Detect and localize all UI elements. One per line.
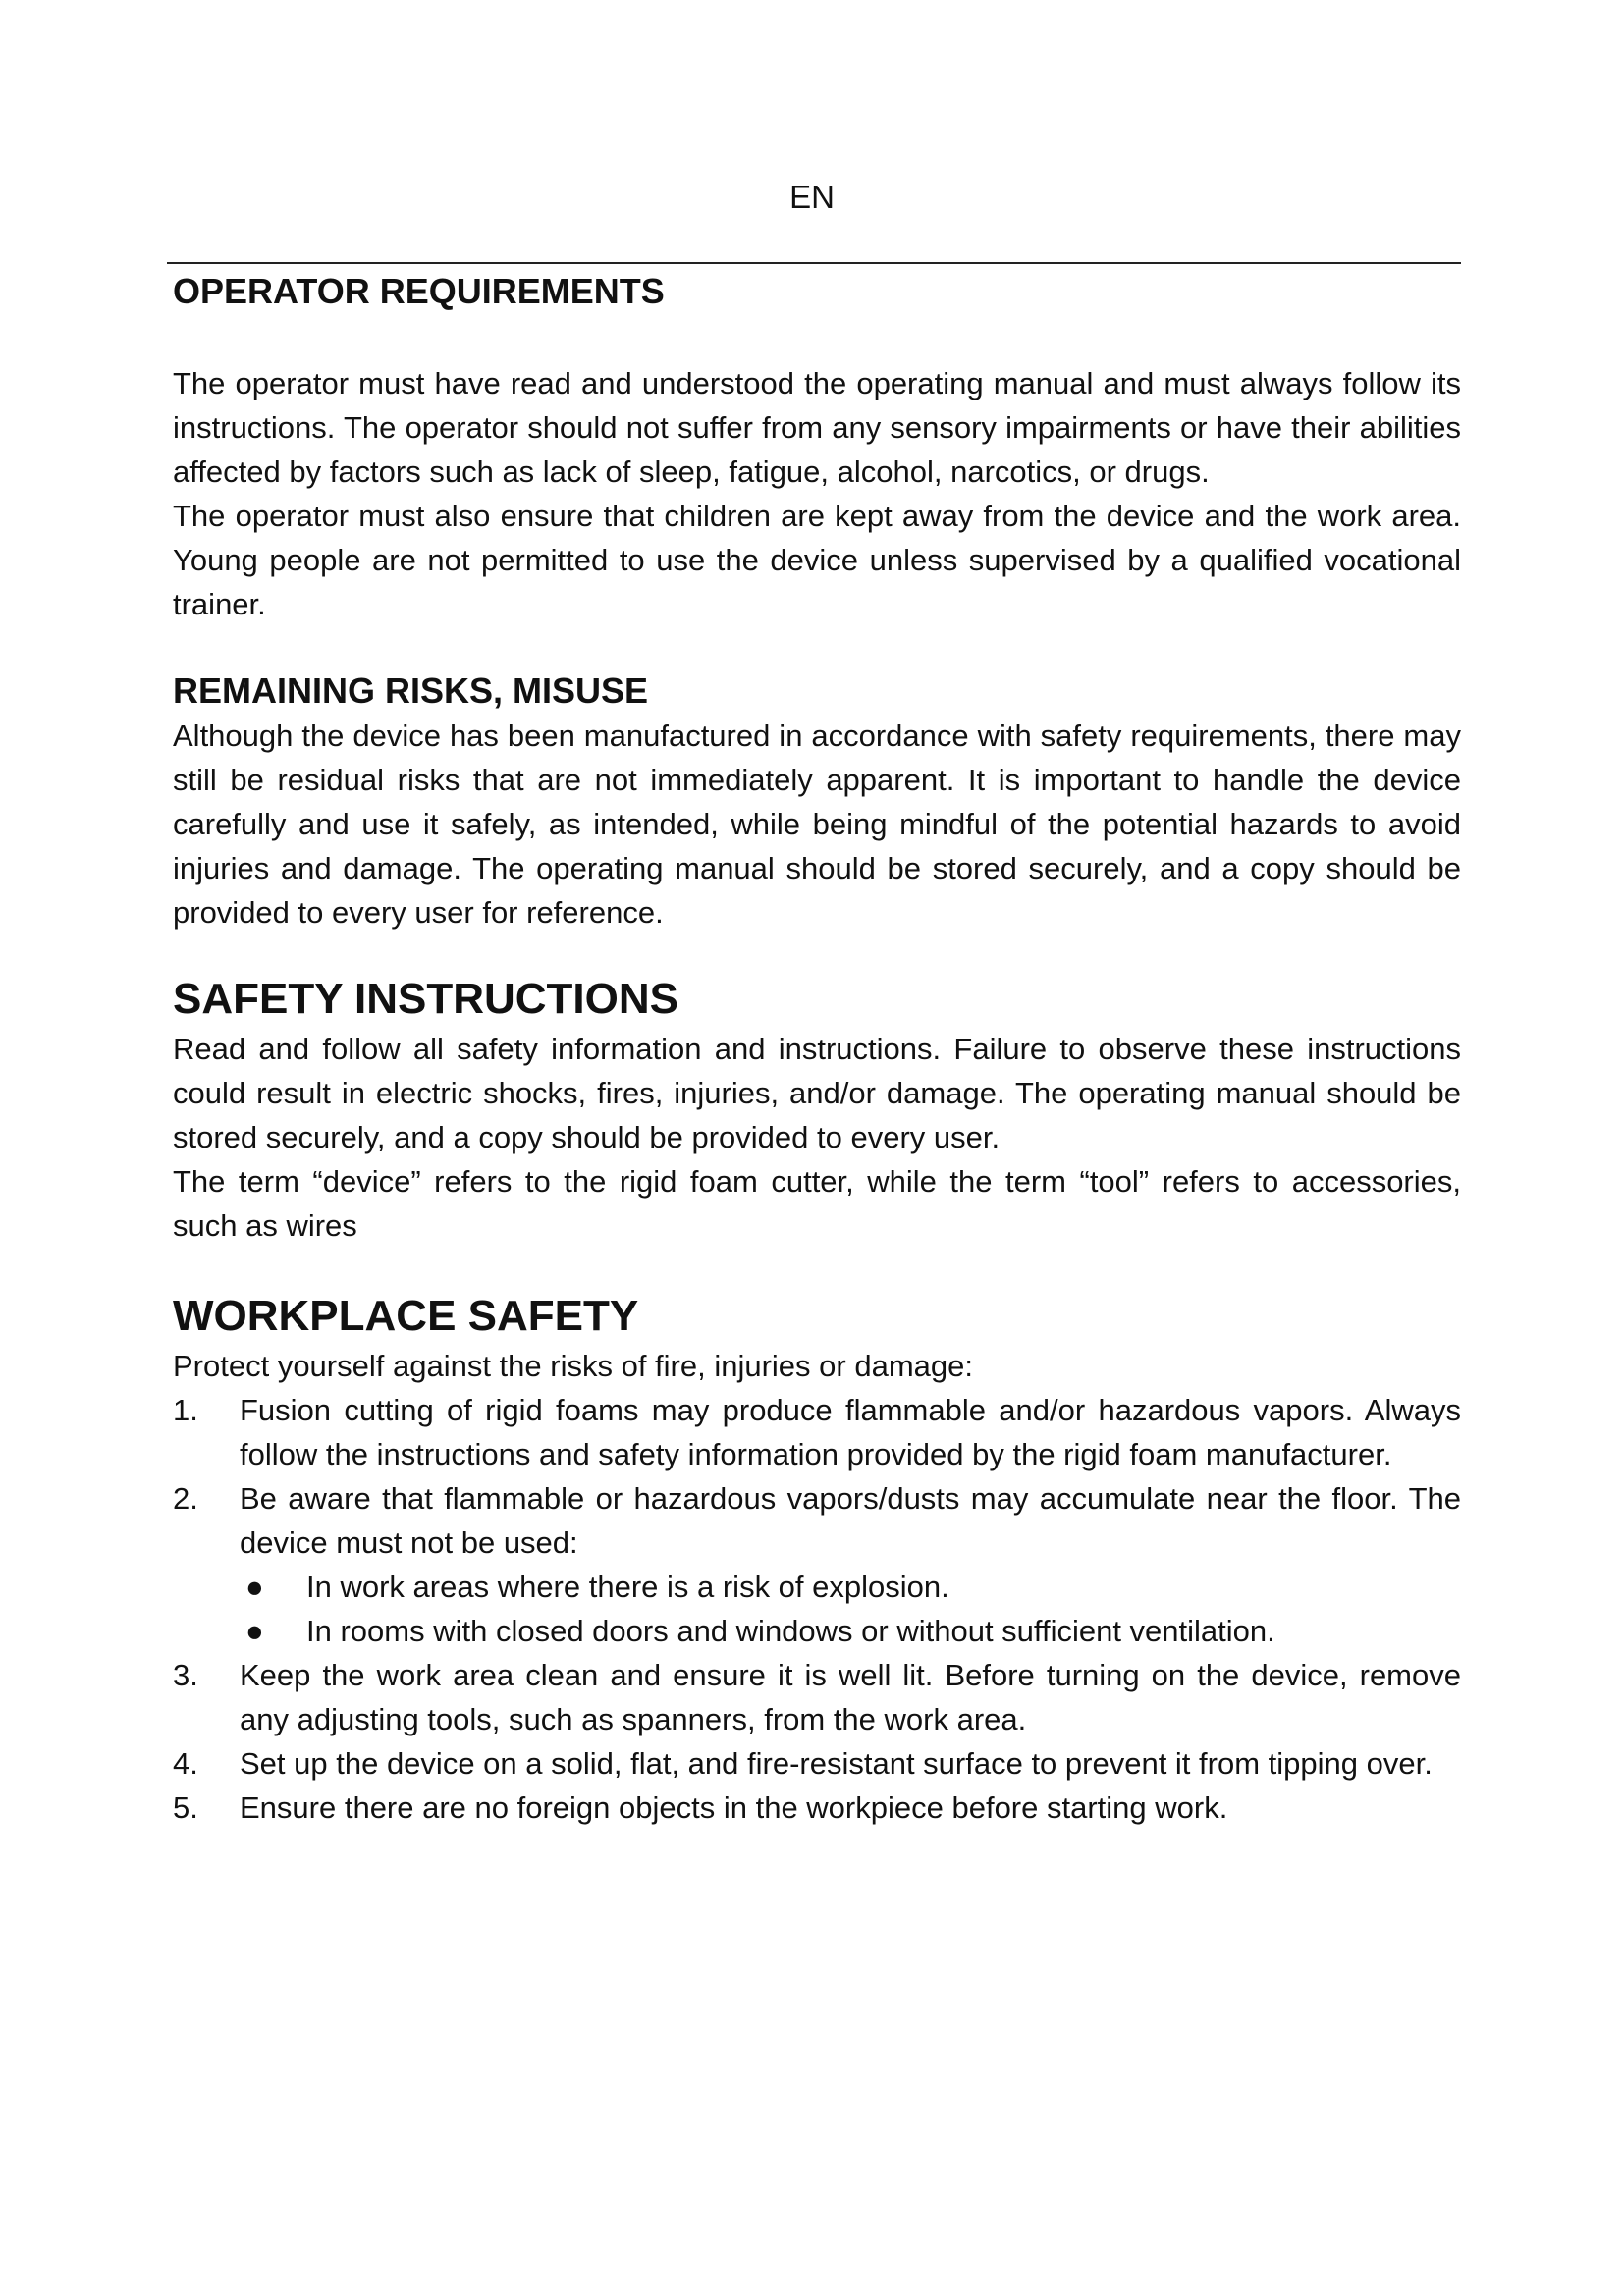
list-item-text: Keep the work area clean and ensure it is well lit. Before turning on the device, remove any adjusting tools, such as spanners, from the work area. [240, 1658, 1461, 1736]
list-item-text: Fusion cutting of rigid foams may produce flammable and/or hazardous vapors. Always follow the instructions and safety information provided by the rigid foam manufacturer. [240, 1393, 1461, 1471]
list-item [173, 1786, 1461, 1830]
list-item-number: 2. [173, 1481, 198, 1516]
list-item-text: Be aware that flammable or hazardous vapors/dusts may accumulate near the floor. The device must not be used: [240, 1481, 1461, 1560]
language-code: EN [789, 179, 835, 215]
operator-paragraph-1: The operator must have read and understood the operating manual and must always follow its instructions. The operator should not suffer from any sensory impairments or have their abilities affected by factors such as lack of sleep, fatigue, alcohol, narcotics, or drugs. [173, 366, 1461, 489]
document-body [173, 265, 1461, 1830]
section-title-safety: SAFETY INSTRUCTIONS [173, 975, 679, 1023]
bullet-item [240, 1609, 1461, 1653]
workplace-list [173, 1388, 1461, 1830]
bullet-list [240, 1565, 1461, 1653]
list-item [173, 1741, 1461, 1786]
operator-paragraph-2: The operator must also ensure that children are kept away from the device and the work area. Young people are not permitted to use the device unless supervised by a qualified vocational trainer. [173, 499, 1461, 621]
list-item-number: 4. [173, 1746, 198, 1781]
list-item [173, 1653, 1461, 1741]
section-title-operator: OPERATOR REQUIREMENTS [173, 271, 665, 311]
list-item-text: Set up the device on a solid, flat, and fire-resistant surface to prevent it from tipping over. [240, 1746, 1433, 1781]
bullet-icon: ● [245, 1570, 264, 1604]
bullet-icon: ● [245, 1614, 264, 1648]
risks-paragraph-1: Although the device has been manufactured in accordance with safety requirements, there may still be residual risks that are not immediately apparent. It is important to handle the device carefully and use it safely, as intended, while being mindful of the potential hazards to avoid injuries and damage. The operating manual should be stored securely, and a copy should be provided to every user for reference. [173, 719, 1461, 930]
section-title-workplace: WORKPLACE SAFETY [173, 1292, 639, 1340]
list-item-number: 3. [173, 1658, 198, 1692]
bullet-item-text: In rooms with closed doors and windows or without sufficient ventilation. [306, 1614, 1275, 1648]
safety-paragraph-2: The term “device” refers to the rigid foam cutter, while the term “tool” refers to accessories, such as wires [173, 1164, 1461, 1243]
list-item [173, 1476, 1461, 1653]
bullet-item-text: In work areas where there is a risk of explosion. [306, 1570, 949, 1604]
list-item [173, 1388, 1461, 1476]
bullet-item [240, 1565, 1461, 1609]
safety-paragraph-1: Read and follow all safety information and instructions. Failure to observe these instructions could result in electric shocks, fires, injuries, and/or damage. The operating manual should be stored securely, and a copy should be provided to every user. [173, 1032, 1461, 1154]
workplace-intro: Protect yourself against the risks of fire, injuries or damage: [173, 1349, 973, 1383]
header-divider [167, 262, 1461, 264]
section-title-risks: REMAINING RISKS, MISUSE [173, 670, 649, 711]
list-item-text: Ensure there are no foreign objects in the workpiece before starting work. [240, 1790, 1228, 1825]
list-item-number: 1. [173, 1393, 198, 1427]
list-item-number: 5. [173, 1790, 198, 1825]
